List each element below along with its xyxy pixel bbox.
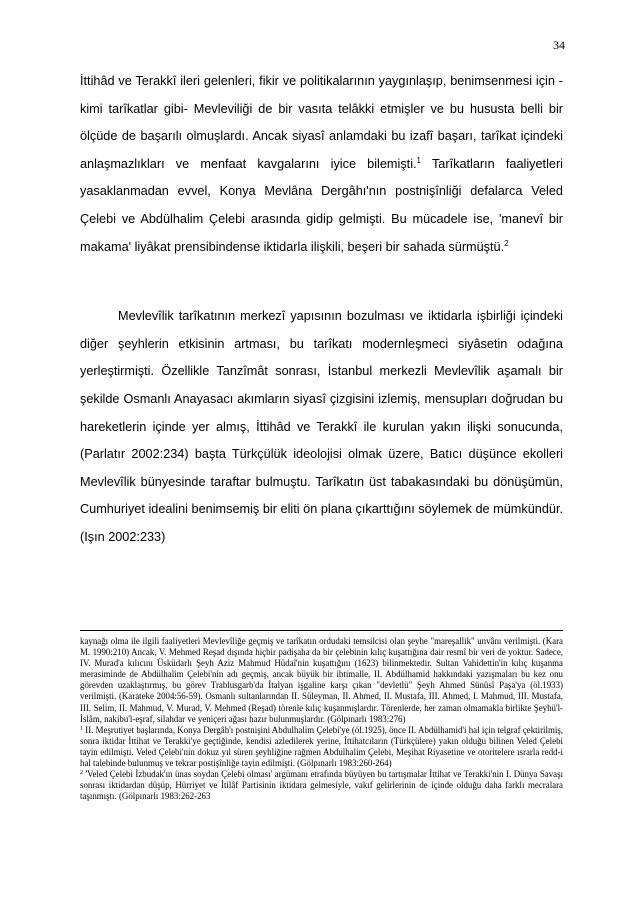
paragraph-2: Mevlevîlik tarîkatının merkezî yapısının bozulması ve iktidarla işbirliği içindeki diğer şeyhlerin etkisinin artması, bu tarîkatı modernleşmeci siyâsetin odağına yerleştirmişti. Özellikle Tanzîmât sonrası, İstanbul merkezli Mevlevîlik aşamalı bir şekilde Osmanlı Anayasacı akımların siyasî çizgisini izlemiş, mensupları doğrudan bu hareketlerin içinde yer almış, İttihâd ve Terakkî ile kurulan yakın ilişki sonucunda, (Parlatır 2002:234) başta Türkçülük ideolojisi olmak üzere, Batıcı düşünce ekolleri Mevlevîlik bünyesinde taraftar bulmuştu. Tarîkatın üst tabakasındaki bu dönüşümün, Cumhuriyet idealini benimsemiş bir eliti ön plana çıkarttığını söylemek de mümkündür. (Işın 2002:233) <box>80 309 563 544</box>
footnote-1-text: II. Meşrutiyet başlarında, Konya Dergâh'ı postnişini Abdulhalim Çelebi'ye (öl.1925), önce II. Abdülhamid'i hal için telgraf çektirilmiş, sonra iktidar İttihat ve Terakki'ye geçtiğinde, kendisi azledilerek yerine, İttihatcıların (Türkçülere) yakın olduğu bilinen Veled Çelebi tayin edilmişti. Veled Çelebi'nin dokuz yıl süren şeyhliğine rağmen Abdulhalim Çelebi, Meşihat Riyasetine ve otoritelere ısrarla redd-i hal talebinde bulunmuş ve tekrar postişînliğe tayin edilmişti. (Gölpınarlı 1983:260-264) <box>80 724 563 769</box>
page-number: 34 <box>553 38 565 52</box>
footnotes <box>80 636 563 802</box>
footnote-2 <box>80 769 563 802</box>
paragraph-1 <box>80 68 563 261</box>
paragraph-1-part-b: Tarîkatların faaliyetleri yasaklanmadan evvel, Konya Mevlâna Dergâhı'nın postnişînliği defalarca Veled Çelebi ve Abdülhalim Çelebi arasında gidip gelmişti. Bu mücadele ise, 'manevî bir makama' liyâkat prensibindense iktidarla ilişkili, beşeri bir sahada sürmüştü. <box>80 156 563 254</box>
body-text <box>80 68 563 552</box>
footnote-continued: kaynağı olma ile ilgili faaliyetleri Mevlevîliğe geçmiş ve tarîkatın ordudaki temsilcisi olan şeyhe "mareşallik" unvânı verilmişti. (Kara M. 1990:210) Ancak, V. Mehmed Reşad dışında hiçbir padişaha da bir çelebinin kılıç kuşattığına dair resmî bir veri de yoktur. Sadece, IV. Murad'a kılıcını Üsküdarlı Şeyh Aziz Mahmud Hüdaî'nin kuşattığını (1623) bilinmektedir. Sultan Vahidettin'in kılıç kuşanma merasiminde de Abdülhalim Çelebi'nin adı geçmiş, ancak büyük bir ihtimalle, II. Abdülhamid hakkındaki yazışmaları bu kez onu görevden uzaklaştırmış, bu görev Trablusgarb'da İtalyan işgaline karşı çıkan "devletlü" Şeyh Ahmed Sünûsî Paşa'ya (öl.1933) verilmişti. (Karateke 2004:56-59). Osmanlı sultanlarından II. Süleyman, II. Ahmed, II. Mustafa, III. Ahmed, I. Mahmud, III. Mustafa, III. Selim, II. Mahmud, V. Murad, V. Mehmed (Reşad) törenle kılıç kuşanmışlardır. Törenlerde, her zaman olmamakla birlikte Şeyhü'l-İslâm, nakibu'l-eşraf, silahdar ve yeniçeri ağası hazır bulunmuşlardır. (Gölpınarlı 1983:276) <box>80 636 563 724</box>
footnote-ref-2: 2 <box>504 238 509 248</box>
paragraph-1-part-a: İttihâd ve Terakkî ileri gelenleri, fikir ve politikalarının yaygınlaşıp, benimsenmesi için -kimi tarîkatlar gibi- Mevleviliği de bir vasıta telâkki etmişler ve bu hususta belli bir ölçüde de başarılı olmuşlardı. Ancak siyasî anlamdaki bu izafî başarı, tarîkat içindeki anlaşmazlıkları ve menfaat kavgalarını iyice bilemişti. <box>80 74 563 171</box>
footnote-separator <box>80 630 563 631</box>
footnote-1-marker: 1 <box>80 725 83 732</box>
footnote-2-marker: 2 <box>80 770 83 777</box>
footnote-ref-1: 1 <box>416 155 421 165</box>
footnote-1 <box>80 725 563 769</box>
footnote-2-text: 'Veled Çelebi İzbudak'ın ünas soydan Çelebi olması' argümanı etrafında büyüyen bu tartışmalar İttihat ve Terakki'nin I. Dünya Savaşı sonrası iktidardan düşüp, Hürriyet ve İtilâf Partisinin iktidara gelmesiyle, vakıf gelirlerinin de içinde olduğu daha farklı mecralara taşınmıştı. (Gölpınarlı 1983:262-263 <box>80 769 563 802</box>
